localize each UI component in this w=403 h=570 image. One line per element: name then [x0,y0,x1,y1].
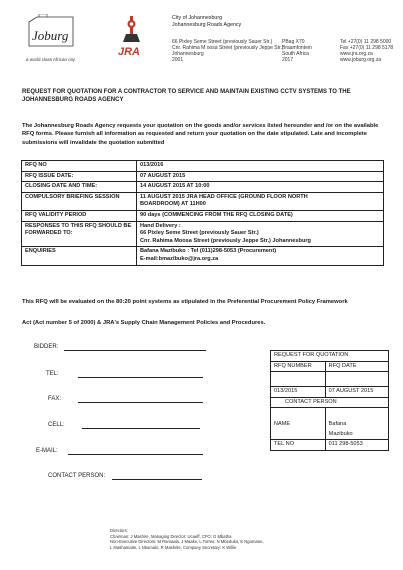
contact-label: CONTACT PERSON: [48,473,106,479]
tel-label: TEL: [46,371,59,377]
header-postal: PBag X70 Braamfontein South Africa 2017 [282,39,312,63]
cell-field[interactable] [82,428,200,429]
request-quotation-box: REQUEST FOR QUOTATION RFQ NUMBER RFQ DATE 013/2015 07 AUGUST 2015 CONTACT PERSON NAME Bafana Mazibuko TEL NO 011 298-5053 [270,350,389,451]
jra-logo [113,14,153,59]
rq-header: REQUEST FOR QUOTATION [271,351,389,362]
header-org: City of Johannesburg Johannesburg Roads Agency [172,15,242,28]
act-note: Act (Act number 5 of 2000) & JRA's Supply Chain Management Policies and Procedures. [22,320,266,326]
bidder-field[interactable] [64,350,206,351]
bidder-label: BIDDER: [34,344,59,350]
tagline: a world class African city [26,57,76,62]
cell-label: CELL: [48,422,65,428]
jra-wordmark: JRA [118,46,141,58]
joburg-logo [27,14,77,54]
tel-field[interactable] [78,377,203,378]
header-address: 66 Pixley Seme Street (previously Sauer Str.) Cnr. Rahima M oosa Street (previously Jeppe Str.) Johannesburg 2001 [172,39,284,63]
fax-label: FAX: [48,396,62,402]
joburg-wordmark: Joburg [32,28,69,43]
rfq-details-table [21,160,384,266]
fax-field[interactable] [78,402,203,403]
document-title: REQUEST FOR QUOTATION FOR A CONTRACTOR TO SERVICE AND MAINTAIN EXISTING CCTV SYSTEMS TO THE JOHANNESBURG ROADS AGENCY [22,89,351,104]
table-row: ENQUIRIES Bafana Mazibuko : Tel (011)298-5053 (Procurement) E-mail:bmazibuko@jra.org.za [22,247,384,265]
table-row: RESPONSES TO THIS RFQ SHOULD BE FORWARDED TO: Hand Delivery : 66 Pixley Seme Street (previously Sauer Str.) Cnr. Rahima Moosa Street (previously Jeppe Str.) Johannesburg [22,221,384,247]
table-row: CLOSING DATE AND TIME: 14 AUGUST 2015 AT 10:00 [22,182,384,193]
directors-footer: Directors: Chairman: J Mashire, Managing Director: Ucaeff, CFO: G Mbatha Non-Executive Directors: M Ramaala, J Maake, L Torres, N Mbeduka, E Ngomane, L Mashamaite, L Nkumalo, R Mashele, Company Secretary: K Willie [110,528,264,550]
table-row: COMPULSORY BRIEFING SESSION 11 AUGUST 2015 JRA HEAD OFFICE (GROUND FLOOR NORTH BOARDROOM) AT 11H00 [22,192,384,210]
table-row: RFQ VALIDITY PERIOD 90 days (COMMENCING FROM THE RFQ CLOSING DATE) [22,210,384,221]
intro-paragraph: The Johannesburg Roads Agency requests your quotation on the goods and/or services listed hereunder and /or on the available RFQ forms. Please furnish all information as requested and return your quotation on the date stipulated. Late and incomplete submissions will invalidate the quotation submitted [22,123,379,146]
evaluation-note: This RFQ will be evaluated on the 80:20 point systems as stipulated in the Preferential Procurement Policy Framework [22,299,348,305]
email-field[interactable] [68,454,203,455]
table-row: RFQ ISSUE DATE: 07 AUGUST 2015 [22,171,384,182]
email-label: E-MAIL: [36,448,58,454]
contact-field[interactable] [112,479,202,480]
table-row: RFQ NO 013/2016 [22,161,384,172]
header-contact: Tel +27(0) 11 298 5000 Fax +27(0) 11 298 5178 www.jra.org.za www.joburg.org.za [340,39,394,63]
